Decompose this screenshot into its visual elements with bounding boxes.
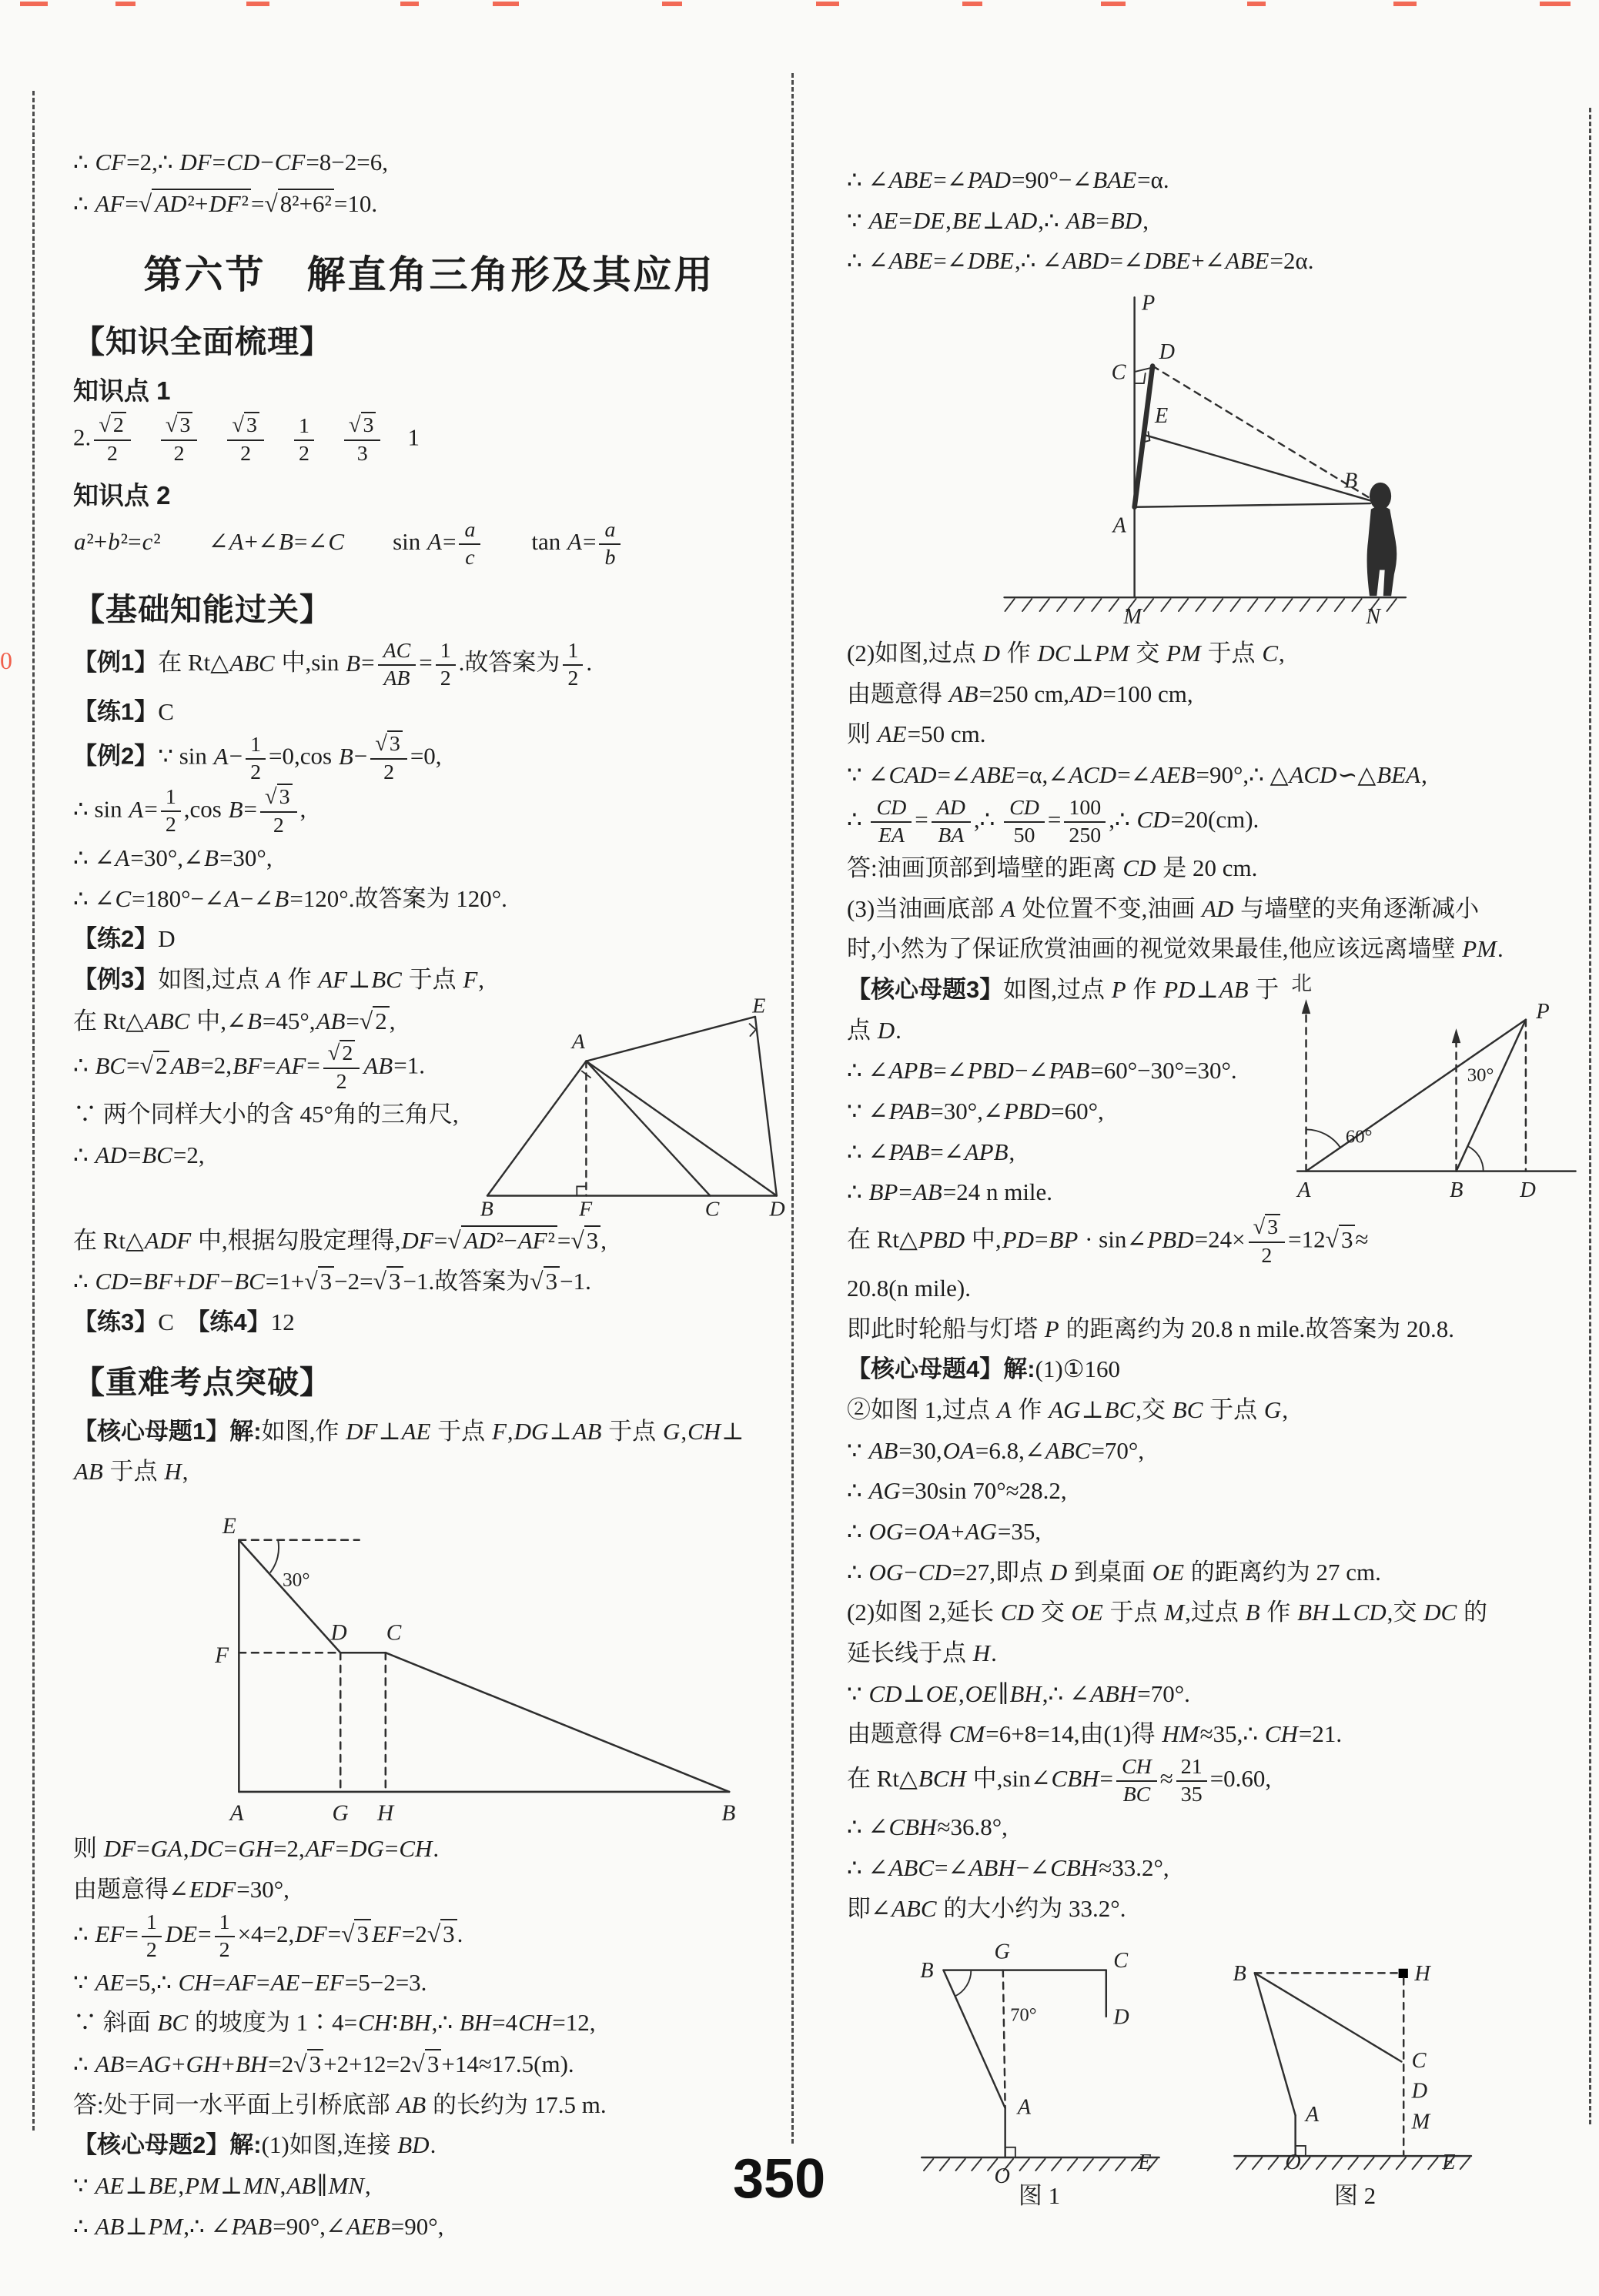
point-label-F: F [215, 1643, 229, 1669]
core-problem-3-line: 点 D. [847, 1016, 902, 1044]
column-divider-rule [791, 73, 794, 2144]
point-label-M: M [1411, 2110, 1430, 2134]
example-3-line: ∴ BC=√2 AB=2,BF=AF= $\frac{√ 2}{2}$ AB=1. [73, 1041, 425, 1095]
solution-line: ∴ AF=√ AD²+DF²=√8²+6²=10. [73, 189, 378, 217]
angle-label-30: 30° [283, 1569, 310, 1591]
point-label-E: E [752, 993, 766, 1018]
example-2-line: ∴ ∠C=180°−∠A−∠B=120°.故答案为 120°. [73, 884, 507, 912]
core-problem-3-line: 20.8(n mile). [847, 1274, 971, 1302]
core-problem-2-line: 时,小然为了保证欣赏油画的视觉效果最佳,他应该远离墙壁 PM. [847, 935, 1504, 963]
subsection-knowledge: 【知识全面梳理】 [73, 324, 332, 360]
point-label-D: D [1159, 340, 1175, 365]
core-problem-4-line: (2)如图 2,延长 CD 交 OE 于点 M,过点 B 作 BH⊥CD,交 DC 的 [847, 1599, 1487, 1626]
example-3-text [73, 1001, 477, 1176]
core-problem-3-line: ∴ ∠APB=∠PBD−∠PAB=60°−30°=30°. [847, 1057, 1237, 1085]
core-problem-4-line: 延长线于点 H. [847, 1639, 997, 1667]
red-edge-mark [115, 2, 135, 6]
red-edge-mark [816, 2, 839, 6]
point-label-A: A [1112, 513, 1126, 538]
point-label-B: B [721, 1801, 736, 1826]
figure-desk-lamps [908, 1940, 1584, 2211]
right-dashed-rule [1589, 108, 1591, 2124]
practice-1: 【练1】C [73, 697, 174, 725]
point-label-D: D [1113, 2005, 1129, 2030]
core-problem-4-line: 在 Rt△BCH 中,sin∠CBH= $\frac{CH}{BC}$ ≈ $\frac{21}{35}$ =0.60, [847, 1755, 1272, 1807]
core-problem-1-line: 则 DF=GA,DC=GH=2,AF=DG=CH. [73, 1835, 440, 1863]
point-label-O: O [994, 2164, 1010, 2189]
red-edge-mark [20, 2, 48, 6]
point-label-G: G [332, 1801, 349, 1826]
knowledge-point-2-answers: a²+b²=c² ∠A+∠B=∠C sin A= $\frac{a}{c}$ tan A= $\frac{a}{b}$ [73, 518, 785, 570]
point-label-B: B [1233, 1962, 1246, 1987]
example-1: 【例1】在 Rt△ABC 中,sin B= $\frac{AC}{AB}$ = $\frac{1}{2}$ .故答案为 $\frac{1}{2}$ . [73, 639, 593, 691]
red-edge-mark [1393, 2, 1417, 6]
red-edge-mark [1540, 2, 1571, 6]
point-label-C: C [1113, 1949, 1129, 1973]
knowledge-point-1-title: 知识点 1 [73, 376, 171, 406]
core-problem-2-line: ∴ ∠ABE=∠PAD=90°−∠BAE=α. [847, 166, 1169, 193]
core-problem-2-answer: 答:油画顶部到墙壁的距离 CD 是 20 cm. [847, 854, 1258, 881]
knowledge-point-1-answers: 2. $\frac{√ 2}{2}$ $\frac{√ 3}{2}$ $\frac{√ 3}{2}$ $\frac{1}{2}$ $\frac{√ 3}{3}$ 1 [73, 413, 420, 466]
example-2-line: 【例2】∵ sin A− $\frac{1}{2}$ =0,cos B− $\frac{√ 3}{2}$ =0, [73, 732, 442, 784]
red-edge-digit: 0 [0, 647, 12, 674]
core-problem-1-line: ∵ AE=5,∴ CH=AF=AE−EF=5−2=3. [73, 1968, 427, 1996]
red-edge-mark [400, 2, 419, 6]
subsection-key: 【重难考点突破】 [73, 1364, 332, 1400]
example-3-intro: 【例3】如图,过点 A 作 AF⊥BC 于点 F, [73, 965, 485, 993]
core-problem-1-line: ∵ 斜面 BC 的坡度为 1∶4=CH∶BH,∴ BH=4CH=12, [73, 2009, 596, 2037]
core-problem-2-line: ∵ ∠CAD=∠ABE=α,∠ACD=∠AEB=90°,∴ △ACD∽△BEA, [847, 761, 1427, 789]
core-problem-2-line: ∴ ∠ABE=∠DBE,∴ ∠ABD=∠DBE+∠ABE=2α. [847, 247, 1314, 275]
point-label-G: G [994, 1940, 1010, 1964]
core-problem-1-line: 【核心母题1】解:如图,作 DF⊥AE 于点 F,DG⊥AB 于点 G,CH⊥ [73, 1417, 744, 1445]
point-label-D: D [1411, 2079, 1428, 2104]
core-problem-2-line: 【核心母题2】解:(1)如图,连接 BD. [73, 2131, 437, 2159]
point-label-C: C [386, 1620, 402, 1646]
point-label-D: D [769, 1197, 785, 1222]
core-problem-2-line: (3)当油画底部 A 处位置不变,油画 AD 与墙壁的夹角逐渐减小 [847, 894, 1480, 922]
example-2-line: ∴ ∠A=30°,∠B=30°, [73, 844, 273, 871]
subsection-basic: 【基础知能过关】 [73, 592, 332, 628]
point-label-C: C [1111, 360, 1126, 385]
point-label-A: A [229, 1801, 244, 1826]
point-label-B: B [1449, 1178, 1464, 1202]
red-edge-mark [493, 2, 519, 6]
point-label-E: E [1442, 2151, 1456, 2175]
example-3-row [73, 993, 785, 1222]
point-label-A: A [1017, 2095, 1031, 2120]
core-problem-2-line: (2)如图,过点 D 作 DC⊥PM 交 PM 于点 C, [847, 640, 1285, 667]
example-3-line: ∵ 两个同样大小的含 45°角的三角尺, [73, 1101, 459, 1128]
core-problem-1-line: AB 于点 H, [74, 1458, 189, 1486]
point-label-E: E [1154, 403, 1169, 428]
core-problem-3-line: ∴ ∠PAB=∠APB, [847, 1138, 1015, 1165]
figure-1-caption: 图 1 [1018, 2182, 1061, 2210]
practice-2: 【练2】D [73, 925, 176, 953]
angle-label-60: 60° [1345, 1126, 1373, 1148]
point-label-D: D [1520, 1178, 1536, 1202]
page-number: 350 [733, 2148, 826, 2210]
point-label-N: N [1366, 605, 1381, 630]
core-problem-2-line: ∴ $\frac{CD}{EA}$ = $\frac{AD}{BA}$ ,∴ $\frac{CD}{50}$ = $\frac{100}{250}$ ,∴ CD=20(cm). [847, 795, 1259, 847]
core-problem-4-line: ∴ ∠CBH≈36.8°, [847, 1813, 1008, 1841]
point-label-B: B [1344, 469, 1358, 493]
point-label-C: C [1411, 2049, 1427, 2074]
example-3-line: ∴ AD=BC=2, [73, 1141, 205, 1168]
core-problem-2-line: ∴ AB⊥PM,∴ ∠PAB=90°,∠AEB=90°, [73, 2212, 444, 2240]
angle-label-70: 70° [1010, 2004, 1037, 2026]
core-problem-2-line: ∵ AE=DE,BE⊥AD,∴ AB=BD, [847, 206, 1149, 234]
left-column [73, 142, 785, 2248]
point-label-D: D [330, 1620, 347, 1646]
point-label-C: C [704, 1197, 720, 1222]
figure-painting-viewer [939, 286, 1584, 630]
point-label-H: H [377, 1801, 394, 1826]
core-problem-2-line: 由题意得 AB=250 cm,AD=100 cm, [847, 680, 1193, 707]
core-problem-4-line: ②如图 1,过点 A 作 AG⊥BC,交 BC 于点 G, [847, 1395, 1289, 1423]
point-label-M: M [1123, 605, 1142, 630]
core-problem-4-line: ∵ AB=30,OA=6.8,∠ABC=70°, [847, 1436, 1145, 1464]
north-label: 北 [1291, 971, 1313, 995]
core-problem-2-line: 则 AE=50 cm. [847, 720, 986, 748]
point-label-A: A [571, 1029, 585, 1054]
point-label-E: E [222, 1514, 236, 1539]
figure-2-caption: 图 2 [1333, 2182, 1377, 2210]
example-3-line: ∴ CD=BF+DF−BC=1+√3−2=√3−1.故答案为√3−1. [73, 1268, 591, 1295]
core-problem-1-answer: 答:处于同一水平面上引桥底部 AB 的长约为 17.5 m. [73, 2090, 607, 2118]
point-label-H: H [1414, 1962, 1430, 1987]
core-problem-4-line: ∴ OG=OA+AG=35, [847, 1517, 1042, 1545]
figure-desk-lamp-1 [908, 1940, 1170, 2211]
section-title: 第六节 解直角三角形及其应用 [143, 253, 715, 297]
core-problem-2-line: ∵ AE⊥BE,PM⊥MN,AB∥MN, [73, 2172, 371, 2200]
point-label-B: B [920, 1959, 934, 1984]
core-problem-3-row [847, 970, 1584, 1215]
red-edge-mark [246, 2, 269, 6]
core-problem-4-line: ∴ ∠ABC=∠ABH−∠CBH≈33.2°, [847, 1853, 1169, 1881]
core-problem-3-text [847, 970, 1284, 1213]
figure-navigation [1284, 970, 1584, 1215]
point-label-O: O [1285, 2151, 1301, 2175]
core-problem-3-line: ∵ ∠PAB=30°,∠PBD=60°, [847, 1098, 1104, 1125]
core-problem-1-line: 由题意得∠EDF=30°, [73, 1875, 289, 1903]
core-problem-1-line: ∴ EF= $\frac{1}{2}$ DE= $\frac{1}{2}$ ×4=2,DF=√3 EF=2√3. [73, 1910, 463, 1962]
point-label-F: F [579, 1197, 593, 1222]
point-label-P: P [1142, 291, 1156, 316]
red-edge-mark [1247, 2, 1266, 6]
core-problem-3-line: 在 Rt△PBD 中,PD=BP · sin∠PBD=24× $\frac{√ 3}{2}$ =12√3≈ [847, 1215, 1369, 1268]
core-problem-4-answer: 即∠ABC 的大小约为 33.2°. [847, 1894, 1126, 1922]
right-column [847, 160, 1584, 2211]
practice-3-4: 【练3】C 【练4】12 [73, 1308, 295, 1336]
point-label-B: B [480, 1197, 493, 1222]
angle-label-30: 30° [1467, 1064, 1494, 1086]
point-label-E: E [1138, 2151, 1152, 2175]
point-label-A: A [1297, 1178, 1311, 1202]
core-problem-4-line: ∴ AG=30sin 70°≈28.2, [847, 1477, 1067, 1505]
figure-desk-lamp-2 [1224, 1940, 1486, 2211]
example-3-line: 在 Rt△ABC 中,∠B=45°,AB=√2, [73, 1007, 396, 1034]
core-problem-3-line: 【核心母题3】如图,过点 P 作 PD⊥AB 于 [847, 976, 1280, 1004]
red-edge-mark [1101, 2, 1126, 6]
left-dashed-rule [32, 91, 35, 2131]
example-2-line: ∴ sin A= $\frac{1}{2}$ ,cos B= $\frac{√ 3}{2}$ , [73, 785, 306, 837]
example-3-line: 在 Rt△ADF 中,根据勾股定理得,DF=√ AD²−AF²=√3, [73, 1226, 607, 1254]
point-label-P: P [1536, 999, 1550, 1024]
core-problem-4-line: ∴ OG−CD=27,即点 D 到桌面 OE 的距离约为 27 cm. [847, 1558, 1381, 1586]
core-problem-3-line: ∴ BP=AB=24 n mile. [847, 1178, 1053, 1206]
core-problem-4-line: 由题意得 CM=6+8=14,由(1)得 HM≈35,∴ CH=21. [847, 1720, 1343, 1748]
red-edge-mark [962, 2, 982, 6]
point-label-A: A [1305, 2103, 1320, 2127]
core-problem-4-line: 【核心母题4】解:(1)①160 [847, 1355, 1121, 1383]
solution-line: ∴ CF=2,∴ DF=CD−CF=8−2=6, [73, 149, 389, 175]
figure-bridge-slope [81, 1499, 785, 1826]
core-problem-1-line: ∴ AB=AG+GH+BH=2√3+2+12=2√3+14≈17.5(m). [73, 2050, 574, 2078]
figure-triangle-rulers [477, 993, 785, 1222]
core-problem-4-line: ∵ CD⊥OE,OE∥BH,∴ ∠ABH=70°. [847, 1679, 1190, 1707]
knowledge-point-2-title: 知识点 2 [73, 481, 171, 510]
red-edge-mark [662, 2, 682, 6]
core-problem-3-answer: 即此时轮船与灯塔 P 的距离约为 20.8 n mile.故答案为 20.8. [847, 1315, 1455, 1342]
